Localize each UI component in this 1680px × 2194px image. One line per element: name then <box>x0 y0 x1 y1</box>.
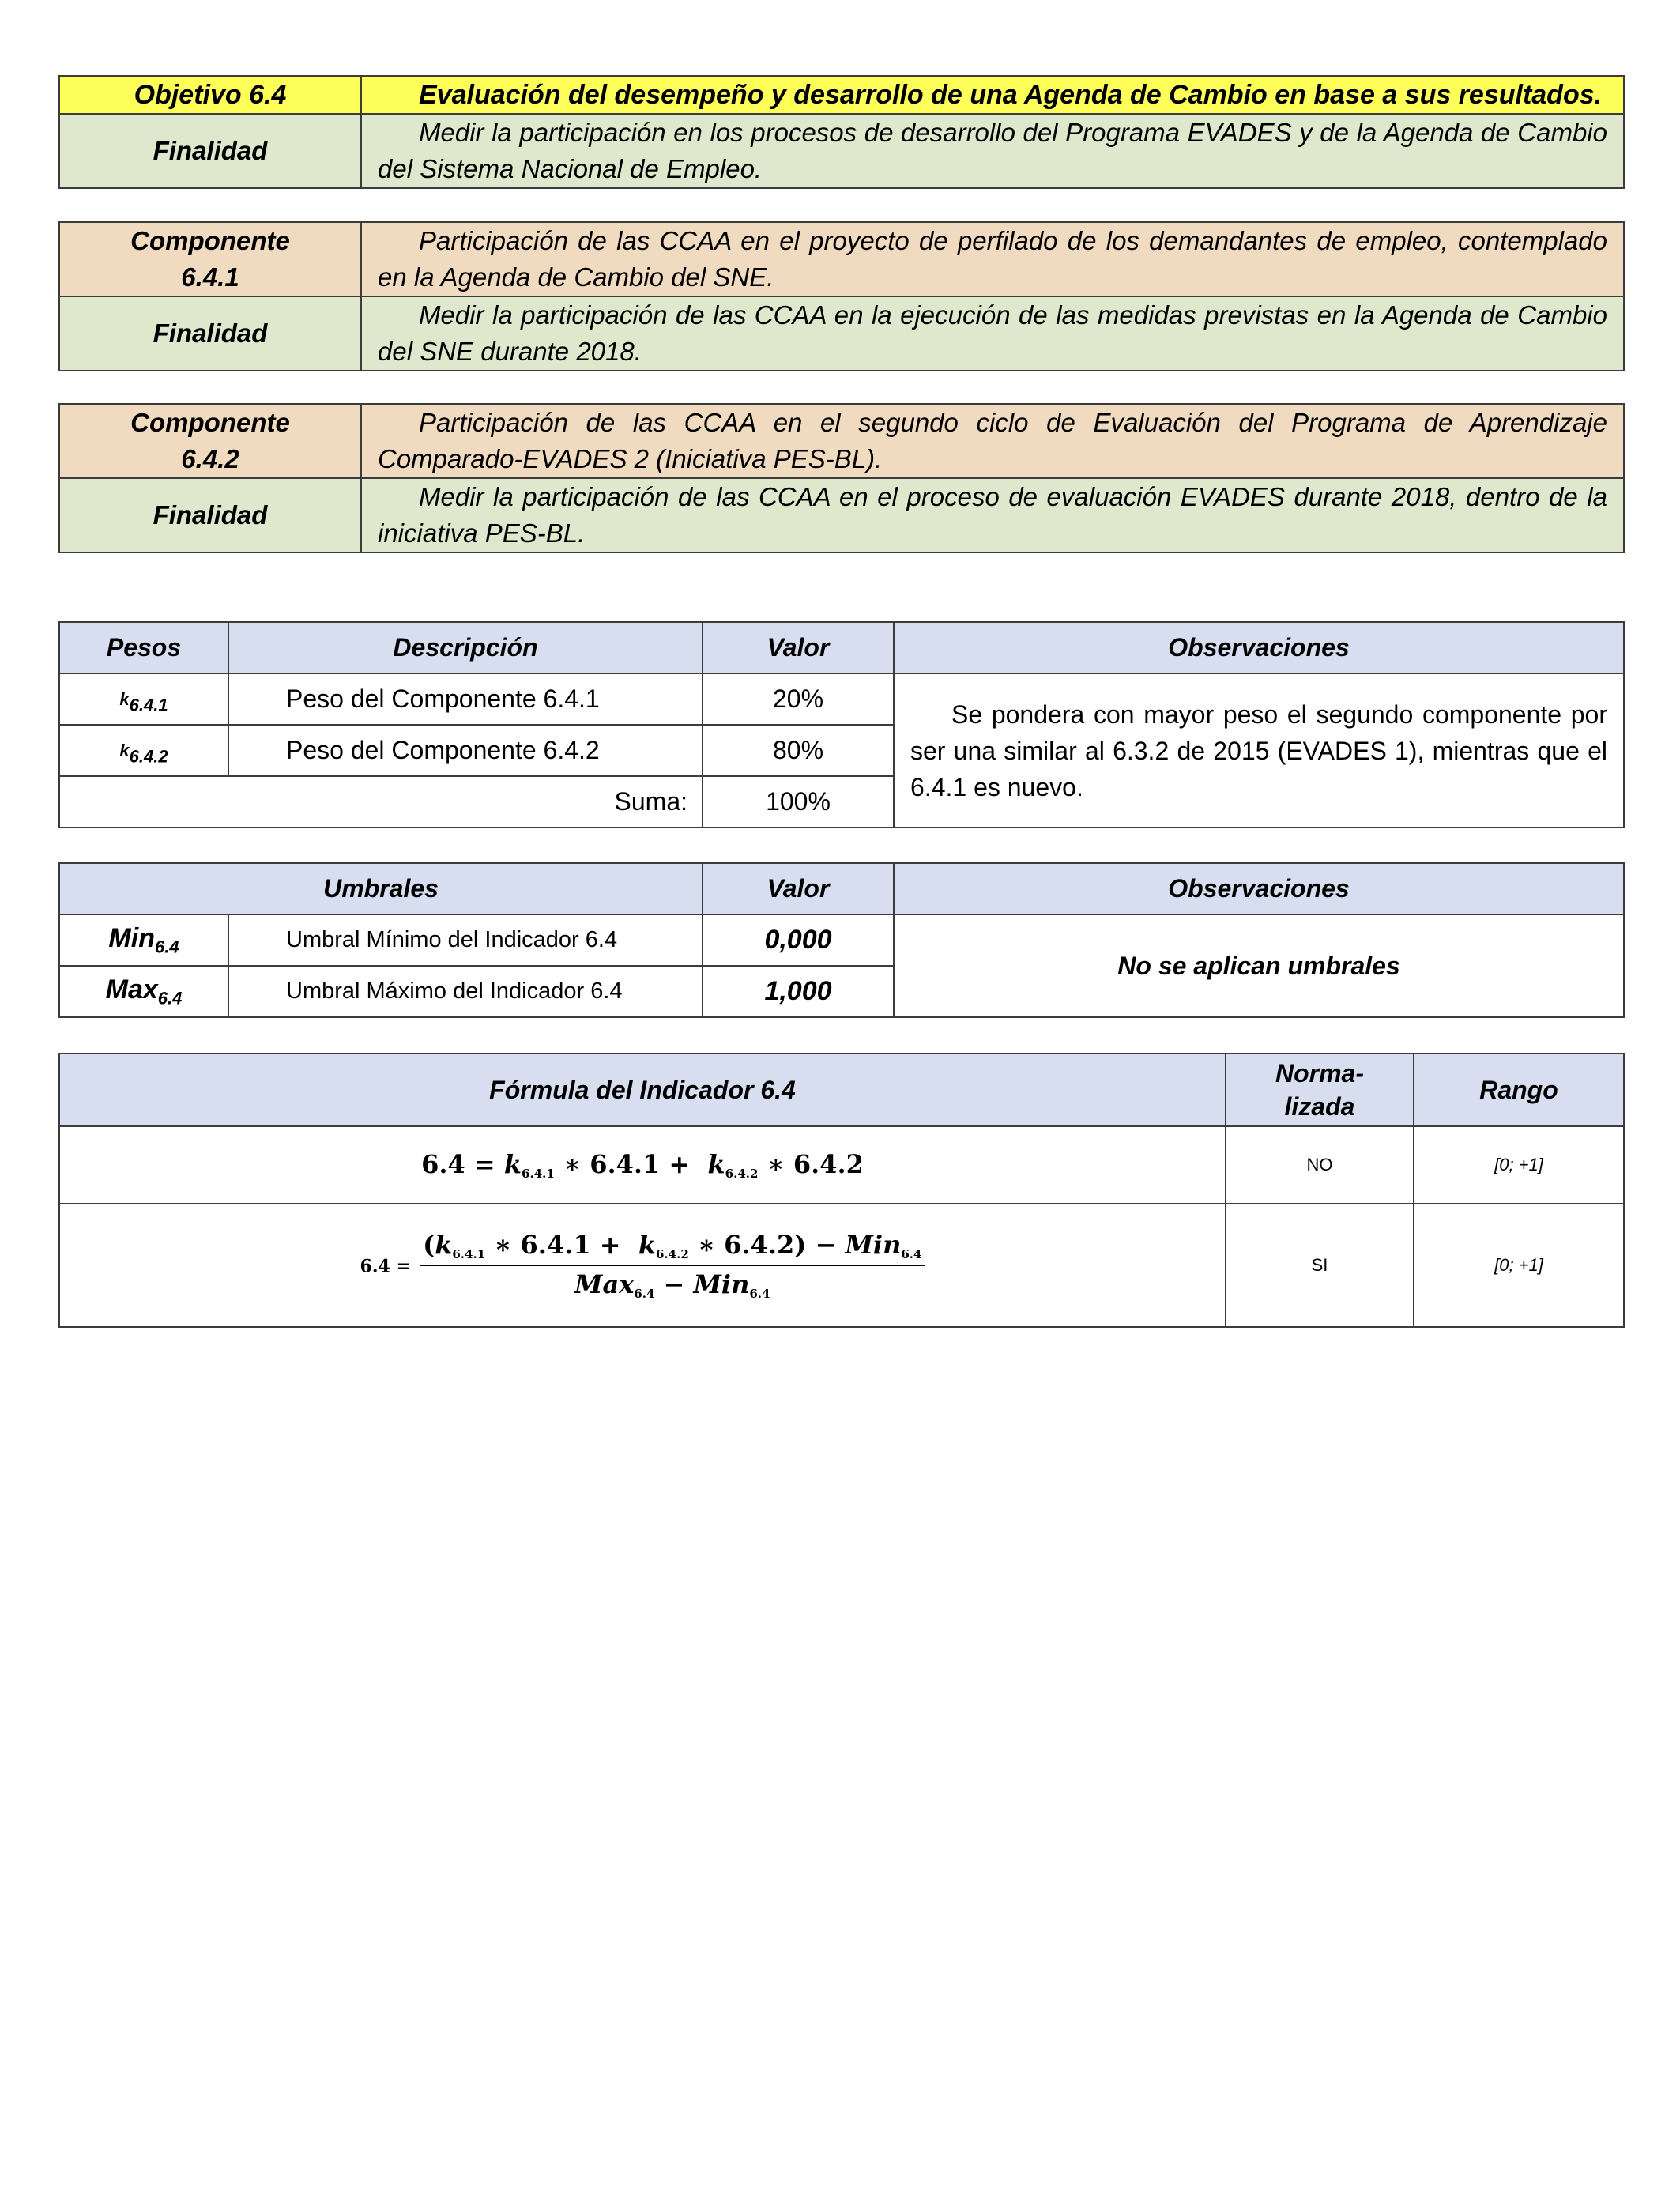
componente-642-text: Participación de las CCAA en el segundo ciclo de Evaluación del Programa de Aprendizaje Comparado-EVADES 2 (Iniciativa PES-BL). <box>378 408 1607 473</box>
componente-641-finalidad-label: Finalidad <box>59 296 361 371</box>
formula-equation-2: 6.4 = $\frac{\text{(k6.4.1 ∗ 6.4.1 + k6.4.2 ∗ 6.4.2) − Min6.4}}{\text{Max6.4 − Min6.4}}$ <box>59 1204 1226 1327</box>
componente-642-label-line1: Componente <box>130 408 290 437</box>
componente-641-label <box>59 222 361 296</box>
peso-k642-valor: 80% <box>703 725 894 776</box>
componente-641-text: Participación de las CCAA en el proyecto de perfilado de los demandantes de empleo, contemplado en la Agenda de Cambio del SNE. <box>378 226 1607 292</box>
peso-k641-desc: Peso del Componente 6.4.1 <box>228 673 703 725</box>
umbral-max-valor: 1,000 <box>703 966 894 1017</box>
componente-641-label-line1: Componente <box>130 226 290 255</box>
peso-k642-symbol: $k_{6.4.2}$ <box>59 725 228 776</box>
objetivo-finalidad-table <box>58 113 1625 189</box>
objetivo-finalidad-label: Finalidad <box>59 114 361 188</box>
objetivo-text: Evaluación del desempeño y desarrollo de una Agenda de Cambio en base a sus resultados. <box>361 76 1624 114</box>
pesos-observaciones: Se pondera con mayor peso el segundo componente por ser una similar al 6.3.2 de 2015 (EVADES 1), mientras que el 6.4.1 es nuevo. <box>910 699 1607 801</box>
umbrales-header: Umbrales <box>59 863 703 914</box>
pesos-header-descripcion: Descripción <box>228 622 703 673</box>
componente-642-label-line2: 6.4.2 <box>181 444 239 473</box>
umbrales-observaciones: No se aplican umbrales <box>894 914 1624 1017</box>
formula-fraction: $\frac{\text{(k6.4.1 ∗ 6.4.1 + k6.4.2 ∗ 6.4.2) − Min6.4}}{\text{Max6.4 − Min6.4}}$ <box>420 1230 925 1301</box>
umbrales-header-valor: Valor <box>703 863 894 914</box>
formula-table <box>58 1053 1625 1328</box>
objetivo-finalidad-text: Medir la participación en los procesos de desarrollo del Programa EVADES y de la Agenda de Cambio del Sistema Nacional de Empleo. <box>378 118 1607 183</box>
formula-normalizada-si: SI <box>1226 1204 1414 1327</box>
componente-642-finalidad-text: Medir la participación de las CCAA en el proceso de evaluación EVADES durante 2018, dentro de la iniciativa PES-BL. <box>378 482 1607 548</box>
umbral-min-valor: 0,000 <box>703 914 894 966</box>
componente-642-label <box>59 404 361 478</box>
componente-642-finalidad-label: Finalidad <box>59 478 361 552</box>
componente-641-label-line2: 6.4.1 <box>181 262 239 292</box>
formula-header: Fórmula del Indicador 6.4 <box>59 1054 1226 1126</box>
formula-rango-2: [0; +1] <box>1414 1204 1624 1327</box>
formula-normalizada-no: NO <box>1226 1126 1414 1204</box>
peso-k642-desc: Peso del Componente 6.4.2 <box>228 725 703 776</box>
umbral-min-desc: Umbral Mínimo del Indicador 6.4 <box>228 914 703 966</box>
umbral-min-symbol: Min$_{6.4}$ <box>59 914 228 966</box>
peso-k641-valor: 20% <box>703 673 894 725</box>
formula-normalizada-header <box>1226 1054 1414 1126</box>
umbral-max-desc: Umbral Máximo del Indicador 6.4 <box>228 966 703 1017</box>
componente-641-finalidad-text: Medir la participación de las CCAA en la ejecución de las medidas previstas en la Agenda de Cambio del SNE durante 2018. <box>378 300 1607 366</box>
umbral-max-symbol: Max$_{6.4}$ <box>59 966 228 1017</box>
pesos-header-pesos: Pesos <box>59 622 228 673</box>
pesos-suma-valor: 100% <box>703 776 894 827</box>
umbrales-table <box>58 862 1625 1018</box>
componente-642-table <box>58 403 1625 553</box>
objetivo-table <box>58 75 1625 115</box>
pesos-header-observaciones: Observaciones <box>894 622 1624 673</box>
formula-normalizada-line2: lizada <box>1284 1092 1355 1121</box>
formula-rango-header: Rango <box>1414 1054 1624 1126</box>
peso-k641-symbol: $k_{6.4.1}$ <box>59 673 228 725</box>
pesos-table <box>58 621 1625 828</box>
formula-equation-1: 6.4 = k6.4.1 ∗ 6.4.1 + k6.4.2 ∗ 6.4.2 <box>59 1126 1226 1204</box>
umbrales-header-observaciones: Observaciones <box>894 863 1624 914</box>
pesos-header-valor: Valor <box>703 622 894 673</box>
componente-641-table <box>58 221 1625 371</box>
formula-normalizada-line1: Norma- <box>1275 1059 1364 1088</box>
formula-rango-1: [0; +1] <box>1414 1126 1624 1204</box>
pesos-suma-label: Suma: <box>59 776 703 827</box>
objetivo-label: Objetivo 6.4 <box>59 76 361 114</box>
